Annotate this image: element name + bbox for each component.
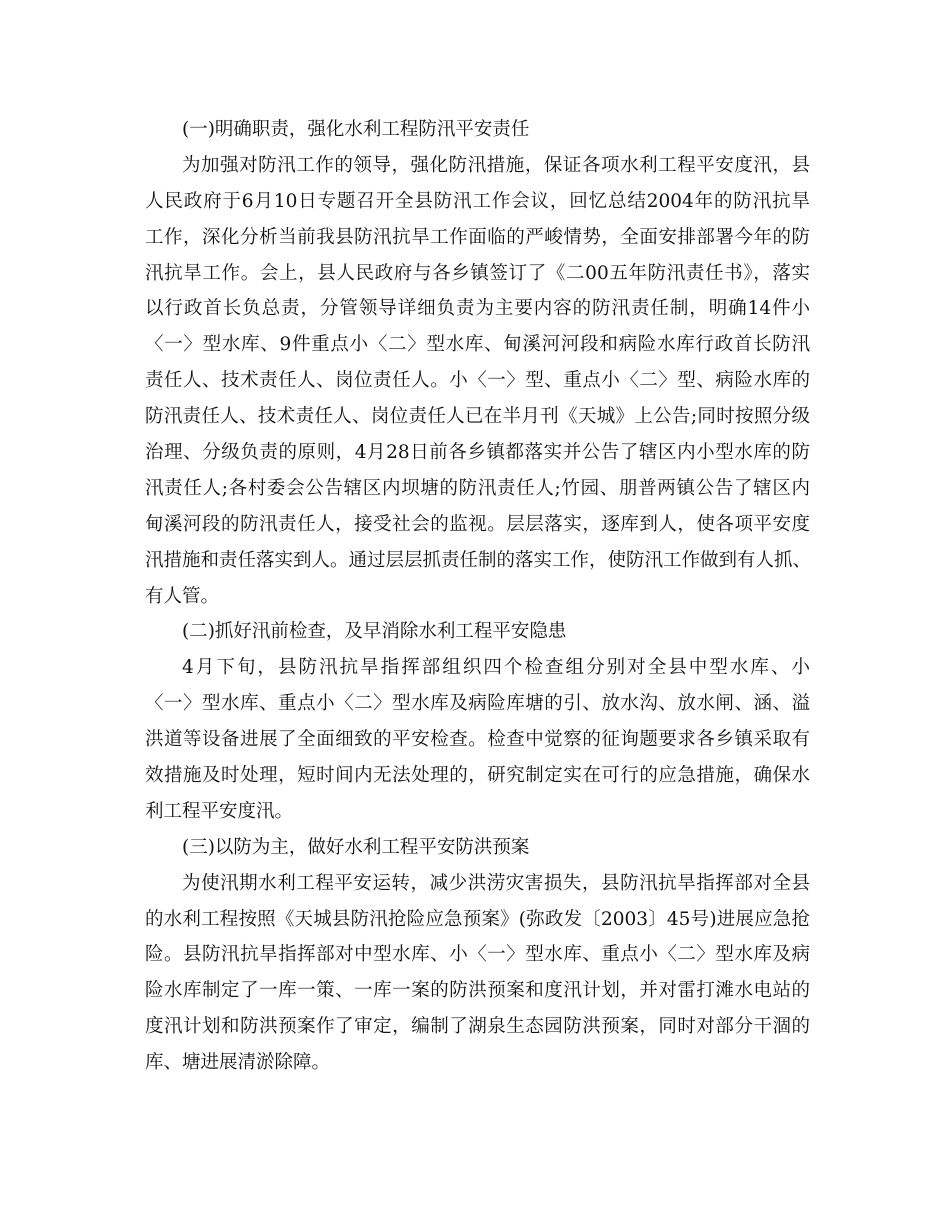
paragraph-line: 4月下旬，县防汛抗旱指挥部组织四个检查组分别对全县中型水库、小 xyxy=(182,657,810,679)
section-heading-2: (二)抓好汛前检查，及早消除水利工程平安隐患 xyxy=(182,621,567,643)
paragraph-line: 利工程平安度汛。 xyxy=(145,800,294,822)
paragraph-line: 以行政首长负总责，分管领导详细负责为主要内容的防汛责任制，明确14件小 xyxy=(145,298,810,320)
section-heading-1: (一)明确职责，强化水利工程防汛平安责任 xyxy=(182,119,530,140)
paragraph-line: 效措施及时处理，短时间内无法处理的，研究制定实在可行的应急措施，确保水 xyxy=(145,765,810,787)
paragraph-line: 险。县防汛抗旱指挥部对中型水库、小〈一〉型水库、重点小〈二〉型水库及病 xyxy=(145,944,810,966)
paragraph-line: 〈一〉型水库、9件重点小〈二〉型水库、甸溪河河段和病险水库行政首长防汛 xyxy=(145,334,810,356)
document-body xyxy=(145,112,810,1081)
paragraph-line: 汛抗旱工作。会上，县人民政府与各乡镇签订了《二00五年防汛责任书》，落实 xyxy=(145,262,810,284)
paragraph-line: 甸溪河段的防汛责任人，接受社会的监视。层层落实，逐库到人，使各项平安度 xyxy=(145,513,810,535)
paragraph-line: 的水利工程按照《天城县防汛抢险应急预案》(弥政发〔2003〕45号)进展应急抢 xyxy=(145,908,810,930)
paragraph-line: 为使汛期水利工程平安运转，减少洪涝灾害损失，县防汛抗旱指挥部对全县 xyxy=(182,872,810,894)
paragraph-line: 汛责任人;各村委会公告辖区内坝塘的防汛责任人;竹园、朋普两镇公告了辖区内 xyxy=(145,477,810,499)
paragraph-line: 〈一〉型水库、重点小〈二〉型水库及病险库塘的引、放水沟、放水闸、涵、溢 xyxy=(145,693,810,715)
paragraph-line: 库、塘进展清淤除障。 xyxy=(145,1052,331,1074)
paragraph-line: 防汛责任人、技术责任人、岗位责任人已在半月刊《天城》上公告;同时按照分级 xyxy=(145,406,810,428)
paragraph-line: 有人管。 xyxy=(145,585,220,607)
paragraph-line: 汛措施和责任落实到人。通过层层抓责任制的落实工作，使防汛工作做到有人抓、 xyxy=(145,549,812,571)
paragraph-line: 人民政府于6月10日专题召开全县防汛工作会议，回忆总结2004年的防汛抗旱 xyxy=(145,190,810,212)
paragraph-line: 险水库制定了一库一策、一库一案的防洪预案和度汛计划，并对雷打滩水电站的 xyxy=(145,980,810,1002)
paragraph-line: 度汛计划和防洪预案作了审定，编制了湖泉生态园防洪预案，同时对部分干涸的 xyxy=(145,1016,810,1038)
paragraph-line: 责任人、技术责任人、岗位责任人。小〈一〉型、重点小〈二〉型、病险水库的 xyxy=(145,370,810,392)
paragraph-line: 洪道等设备进展了全面细致的平安检查。检查中觉察的征询题要求各乡镇采取有 xyxy=(145,729,810,751)
paragraph-line: 为加强对防汛工作的领导，强化防汛措施，保证各项水利工程平安度汛，县 xyxy=(182,154,810,176)
section-heading-3: (三)以防为主，做好水利工程平安防洪预案 xyxy=(182,836,530,858)
paragraph-line: 治理、分级负责的原则，4月28日前各乡镇都落实并公告了辖区内小型水库的防 xyxy=(145,442,810,464)
paragraph-line: 工作，深化分析当前我县防汛抗旱工作面临的严峻情势，全面安排部署今年的防 xyxy=(145,226,810,248)
